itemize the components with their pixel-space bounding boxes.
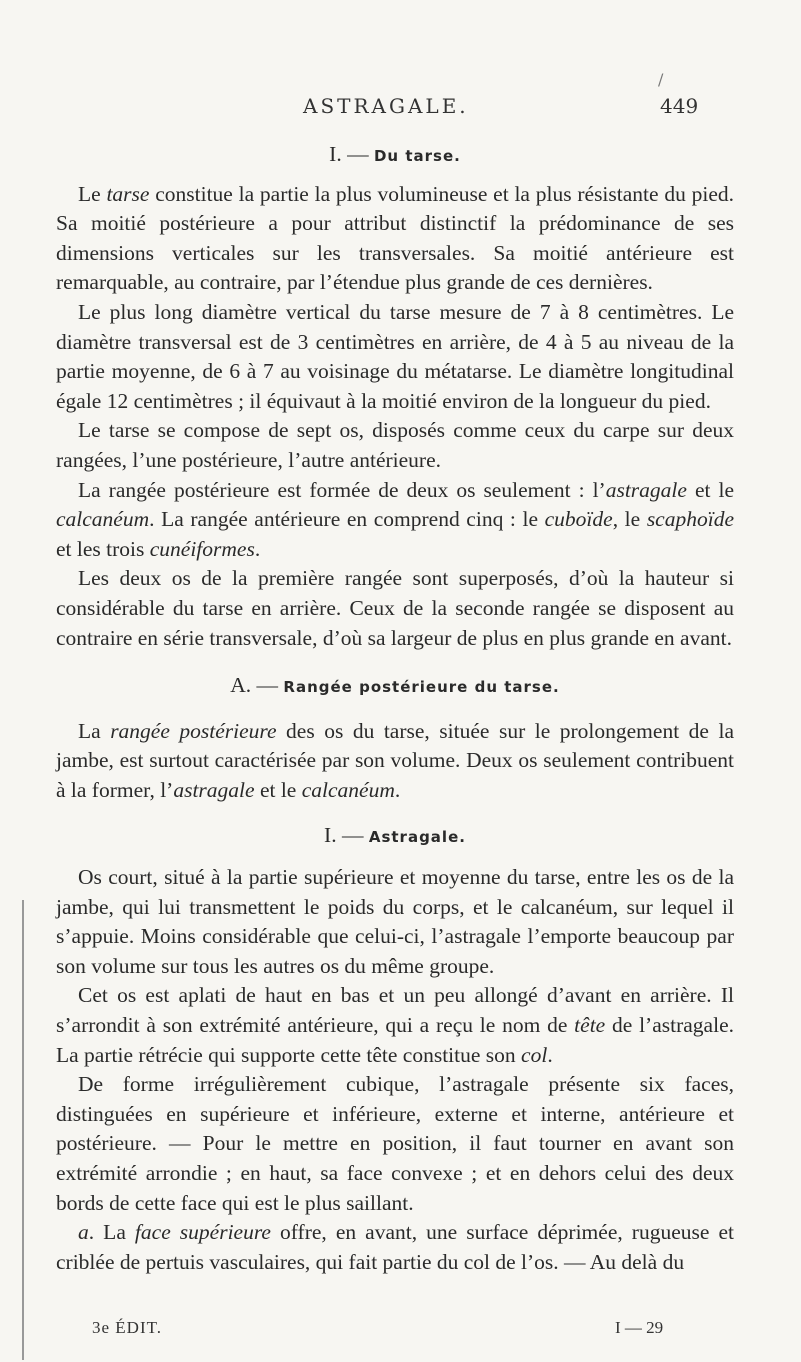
paragraph: La rangée postérieure des os du tarse, située sur le prolongement de la jambe, est surtout caractérisée par son volume. Deux os seulement contribuent à la former, l’astragale et le calcanéum. bbox=[56, 718, 734, 802]
section-heading-rangee bbox=[56, 671, 734, 703]
edition-mark: 3e ÉDIT. bbox=[92, 1318, 162, 1337]
running-head bbox=[0, 94, 801, 124]
section-number: I. — bbox=[329, 142, 369, 166]
paragraph: La rangée postérieure est formée de deux os seulement : l’astragale et le calcanéum. La rangée antérieure en comprend cinq : le cuboïde, le scaphoïde et les trois cunéiformes. bbox=[56, 477, 734, 561]
page-footer bbox=[0, 1318, 801, 1346]
section-heading-tarse bbox=[56, 140, 734, 172]
stray-mark: / bbox=[658, 70, 664, 89]
section-number: I. — bbox=[324, 823, 364, 848]
paragraph: Le plus long diamètre vertical du tarse mesure de 7 à 8 centimètres. Le diamètre transversal est de 3 centimètres en arrière, de 4 à 5 au niveau de la partie moyenne, de 6 à 7 au voisinage du métatarse. Le diamètre longitudinal égale 12 centimètres ; il équivaut à la moitié environ de la longueur du pied. bbox=[56, 299, 734, 413]
section-number: A. — bbox=[230, 673, 279, 698]
page-number: 449 bbox=[660, 94, 699, 118]
section-title: Astragale. bbox=[368, 828, 466, 847]
running-title: ASTRAGALE. bbox=[303, 94, 469, 118]
paragraph: Le tarse constitue la partie la plus volumineuse et la plus résistante du pied. Sa moitié postérieure a pour attribut distinctif la prédominance de ses dimensions verticales sur les transversales. Sa moitié antérieure est remarquable, au contraire, par l’étendue plus grande de ces dernières. bbox=[56, 181, 734, 295]
signature-mark: I — 29 bbox=[615, 1318, 664, 1337]
paragraph: Os court, situé à la partie supérieure et moyenne du tarse, entre les os de la jambe, qui lui transmettent le poids du corps, et le calcanéum, sur lequel il s’appuie. Moins considérable que celui-ci, l’astragale l’emporte beaucoup par son volume sur tous les autres os du même groupe. bbox=[56, 865, 734, 978]
paragraph: De forme irrégulièrement cubique, l’astragale présente six faces, distinguées en supérieure et inférieure, externe et interne, antérieure et postérieure. — Pour le mettre en position, il faut tourner en avant son extrémité arrondie ; en haut, sa face convexe ; et en dehors celui des deux bords de cette face qui est le plus saillant. bbox=[56, 1072, 734, 1215]
section-heading-astragale bbox=[56, 821, 734, 853]
section-title: Rangée postérieure du tarse. bbox=[283, 678, 560, 697]
paragraph: Cet os est aplati de haut en bas et un peu allongé d’avant en arrière. Il s’arrondit à son extrémité antérieure, qui a reçu le nom de tête de l’astragale. La partie rétrécie qui supporte cette tête constitue son col. bbox=[56, 983, 734, 1067]
binding-edge-line bbox=[22, 900, 24, 1360]
body-text bbox=[56, 140, 734, 1277]
paragraph: Les deux os de la première rangée sont superposés, d’où la hauteur si considérable du tarse en arrière. Ceux de la seconde rangée se disposent au contraire en série transversale, d’où sa largeur de plus en plus grande en avant. bbox=[56, 566, 734, 650]
paragraph: Le tarse se compose de sept os, disposés comme ceux du carpe sur deux rangées, l’une postérieure, l’autre antérieure. bbox=[56, 418, 734, 472]
paragraph: a. La face supérieure offre, en avant, une surface déprimée, rugueuse et criblée de pertuis vasculaires, qui fait partie du col de l’os. — Au delà du bbox=[56, 1220, 734, 1274]
section-title: Du tarse. bbox=[373, 147, 461, 165]
